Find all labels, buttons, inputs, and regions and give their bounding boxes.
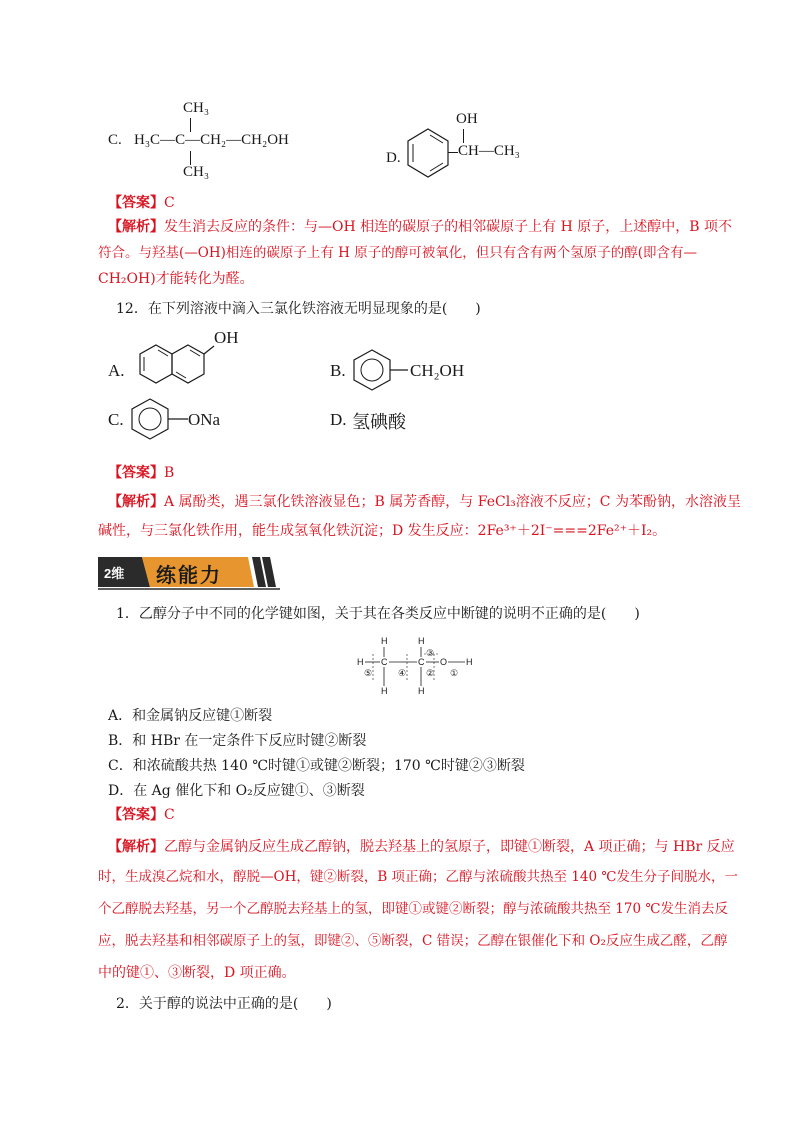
- q11-option-c-main-chain: H₃C—C—CH₂—CH₂OH: [134, 132, 289, 148]
- analysis-text: 乙醇与金属钠反应生成乙醇钠，脱去羟基上的氢原子，即键①断裂，A 项正确；与 HBr 反应: [164, 839, 735, 855]
- q12-opt-c-label: C.: [108, 410, 124, 429]
- q12-opt-d-label: D.: [330, 410, 347, 429]
- analysis-label: 【解析】: [108, 494, 164, 510]
- q12-opt-a-label: A.: [108, 361, 125, 380]
- q12-opt-b-label: B.: [330, 361, 346, 380]
- section-title: 练能力: [156, 563, 222, 587]
- q11-answer: [108, 193, 175, 213]
- q11-option-d-chain: CH—CH₃: [458, 143, 520, 159]
- q11-option-c-bottom-bond: [190, 151, 191, 165]
- p1-option-d: D．在 Ag 催化下和 O₂反应键①、③断裂: [108, 783, 365, 799]
- diagram-bond-3: ③: [426, 648, 435, 658]
- answer-label: 【答案】: [108, 465, 164, 481]
- answer-value: B: [164, 465, 175, 481]
- diagram-c2: C: [418, 657, 425, 667]
- q11-option-d-benzene-ring: [404, 126, 452, 182]
- p1-analysis-line-2: 时，生成溴乙烷和水，醇脱—OH，键②断裂，B 项正确；乙醇与浓硫酸共热至 140 ℃发生分子间脱水，一: [98, 869, 739, 885]
- p1-option-c: C．和浓硫酸共热 140 ℃时键①或键②断裂；170 ℃时键②③断裂: [108, 758, 525, 774]
- analysis-text: 发生消去反应的条件：与—OH 相连的碳原子的相邻碳原子上有 H 原子，上述醇中，B 项不: [164, 219, 732, 235]
- answer-label: 【答案】: [108, 807, 164, 823]
- diagram-bond-5: ⑤: [364, 668, 373, 678]
- q12-opt-c-group: ONa: [188, 410, 221, 429]
- diagram-o: O: [440, 657, 448, 667]
- q11-analysis-line-2: 符合。与羟基(—OH)相连的碳原子上有 H 原子的醇可被氧化，但只有含有两个氢原子的醇(即含有—: [98, 245, 697, 261]
- q12-opt-b-group: CH₂OH: [410, 361, 465, 380]
- p1-analysis-line-3: 个乙醇脱去羟基，另一个乙醇脱去羟基上的氢，即键①或键②断裂；醇与浓硫酸共热至 170 ℃发生消去反: [98, 901, 728, 917]
- section-banner: [98, 553, 280, 591]
- answer-label: 【答案】: [108, 195, 164, 211]
- q11-option-d-label: D.: [386, 150, 401, 166]
- diagram-bond-lines: [352, 636, 482, 714]
- q12-opt-b-benzene: [350, 348, 414, 392]
- diagram-h-right: H: [466, 657, 473, 667]
- diagram-c1: C: [381, 657, 388, 667]
- p1-option-a: A．和金属钠反应键①断裂: [108, 708, 273, 724]
- q12-opt-a-oh: OH: [214, 328, 239, 347]
- q12-stem: 12．在下列溶液中滴入三氯化铁溶液无明显现象的是( ): [116, 301, 481, 317]
- q11-option-c-label: C.: [108, 132, 122, 148]
- diagram-h-top-2: H: [418, 636, 425, 646]
- p1-analysis-line-4: 应，脱去羟基和相邻碳原子上的氢，即键②、⑤断裂，C 错误；乙醇在银催化下和 O₂反应生成乙醛，乙醇: [98, 933, 728, 949]
- q12-opt-a-naphthalene: [134, 342, 216, 394]
- q11-option-d-oh: OH: [456, 111, 478, 127]
- q12-analysis-line-1: [108, 492, 741, 512]
- diagram-bond-2: ②: [426, 668, 435, 678]
- q12-analysis-line-2: 碱性，与三氯化铁作用，能生成氢氧化铁沉淀；D 发生反应：2Fe³⁺＋2I⁻===2Fe²⁺＋I₂。: [98, 523, 667, 539]
- q11-option-d-oh-bond: [463, 129, 464, 143]
- p1-answer: [108, 805, 175, 825]
- q12-opt-d-text: 氢碘酸: [352, 412, 406, 433]
- analysis-label: 【解析】: [108, 839, 164, 855]
- p1-analysis-line-1: [108, 837, 735, 857]
- diagram-bond-1: ①: [450, 668, 459, 678]
- section-badge: 2维: [104, 566, 125, 581]
- p1-ethanol-diagram: [352, 636, 482, 714]
- p1-option-b: B．和 HBr 在一定条件下反应时键②断裂: [108, 733, 367, 749]
- p1-stem: 1．乙醇分子中不同的化学键如图，关于其在各类反应中断键的说明不正确的是( ): [116, 606, 640, 622]
- q11-option-c-bottom-methyl: CH₃: [183, 164, 210, 180]
- analysis-text: A 属酚类，遇三氯化铁溶液显色；B 属芳香醇，与 FeCl₃溶液不反应；C 为苯酚钠，水溶液呈: [164, 494, 741, 510]
- diagram-h-top-1: H: [381, 636, 388, 646]
- p2-stem: 2．关于醇的说法中正确的是( ): [116, 996, 332, 1012]
- diagram-bond-4: ④: [398, 668, 407, 678]
- q11-option-d-ring-bond: [448, 152, 458, 153]
- analysis-label: 【解析】: [108, 219, 164, 235]
- q12-opt-c-benzene: [128, 397, 194, 441]
- q12-answer: [108, 463, 174, 483]
- diagram-h-left: H: [357, 657, 364, 667]
- answer-value: C: [164, 807, 175, 823]
- diagram-h-bottom-2: H: [418, 686, 425, 696]
- answer-value: C: [164, 195, 175, 211]
- diagram-h-bottom-1: H: [381, 686, 388, 696]
- p1-analysis-line-5: 中的键①、③断裂，D 项正确。: [98, 965, 296, 981]
- q11-option-c-top-bond: [190, 118, 191, 132]
- q11-analysis-line-3: CH₂OH)才能转化为醛。: [98, 271, 254, 287]
- q11-option-c-top-methyl: CH₃: [183, 100, 210, 116]
- q11-analysis-line-1: [108, 217, 732, 237]
